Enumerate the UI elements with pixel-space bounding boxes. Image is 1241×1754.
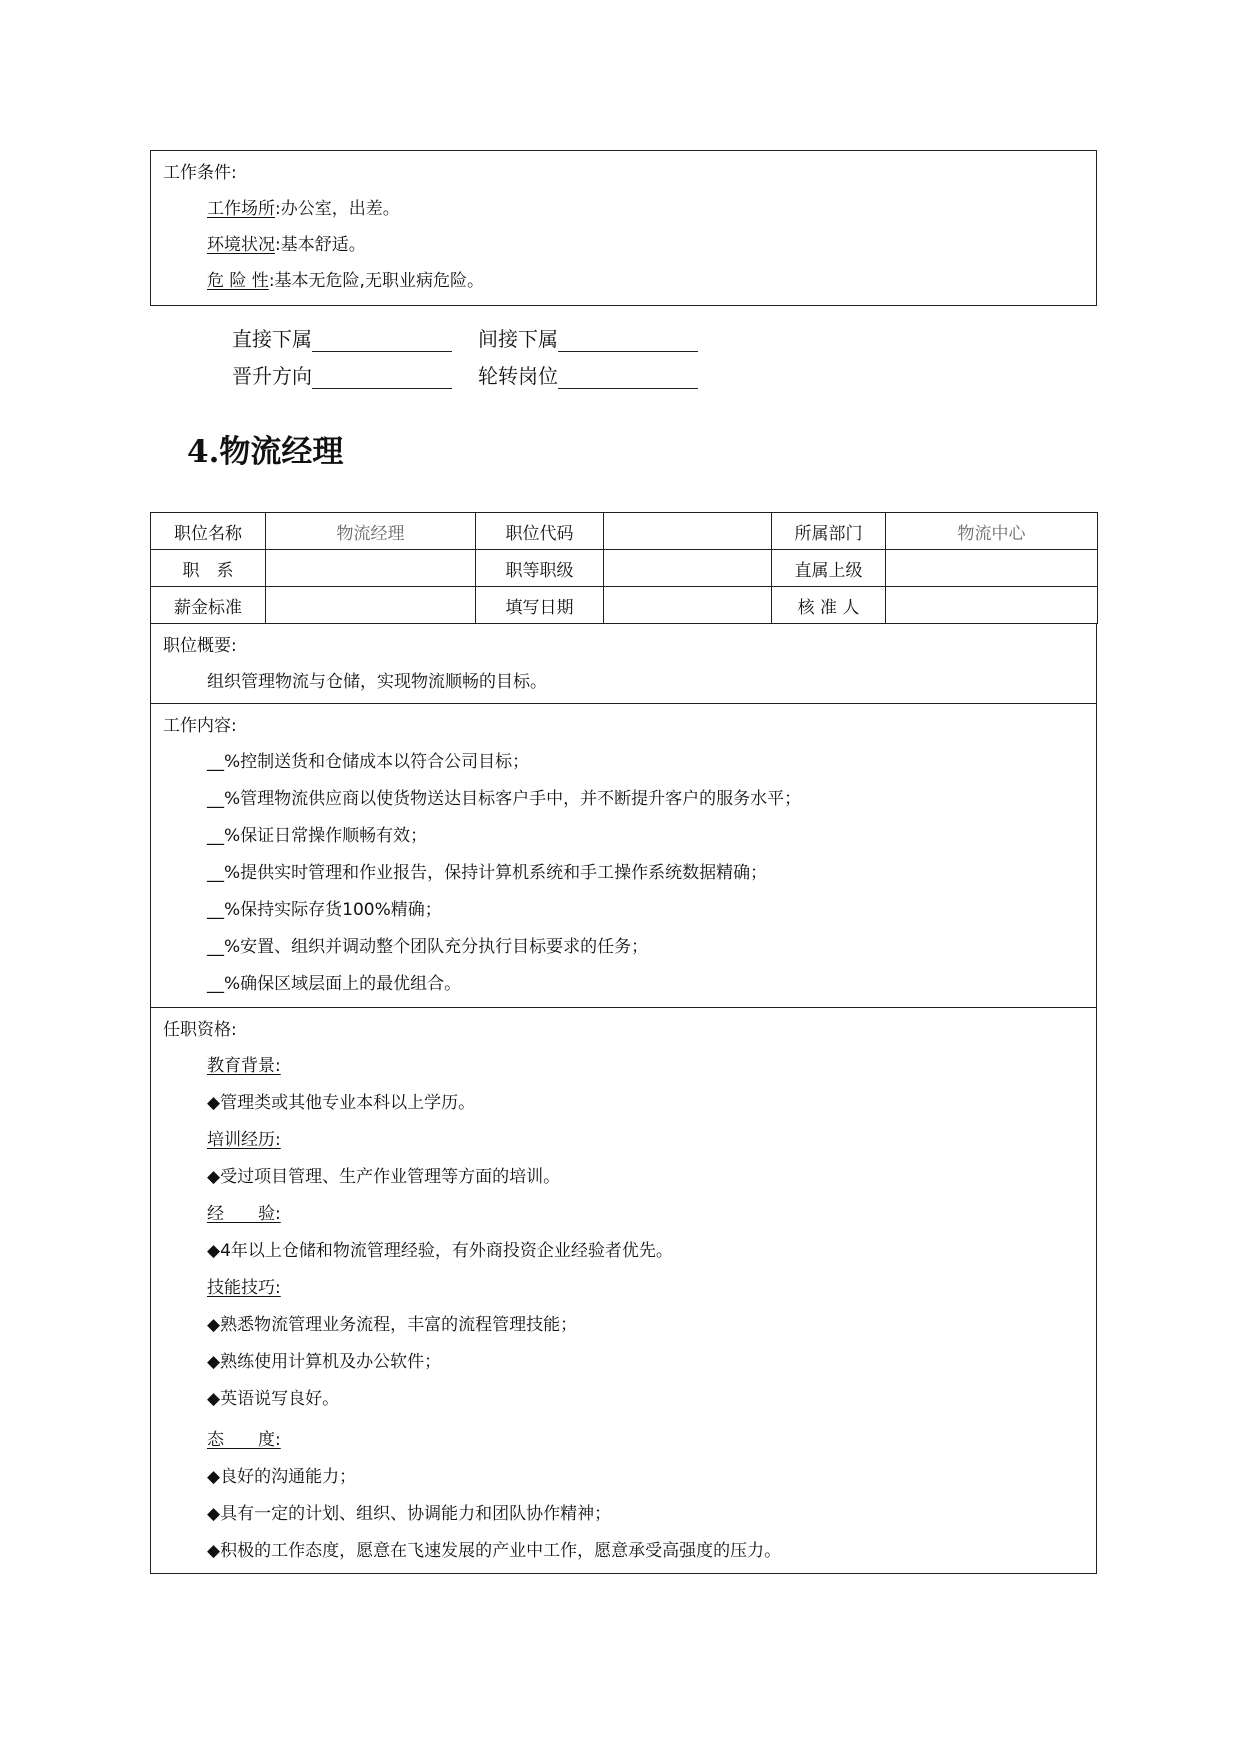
duty-item: __%确保区域层面上的最优组合。 — [207, 974, 462, 994]
promotion-label: 晋升方向 — [232, 364, 312, 388]
education-item: ◆管理类或其他专业本科以上学历。 — [207, 1093, 476, 1113]
risk-row — [207, 271, 484, 291]
work-location-row — [207, 199, 400, 219]
work-location-value: :办公室，出差。 — [275, 199, 400, 219]
education-label: 教育背景: — [207, 1056, 281, 1076]
experience-label: 经 验: — [207, 1204, 281, 1224]
approver-label: 核 准 人 — [772, 587, 886, 624]
environment-label: 环境状况 — [207, 235, 275, 255]
training-item: ◆受过项目管理、生产作业管理等方面的培训。 — [207, 1167, 561, 1187]
duties-section — [150, 704, 1097, 1008]
work-conditions-box — [150, 150, 1097, 306]
grade-value — [604, 550, 772, 587]
training-label: 培训经历: — [207, 1130, 281, 1150]
grade-label: 职等职级 — [476, 550, 604, 587]
duties-title: 工作内容: — [163, 716, 237, 736]
experience-item: ◆4年以上仓储和物流管理经验，有外商投资企业经验者优先。 — [207, 1241, 673, 1261]
rotation-label: 轮转岗位 — [478, 364, 558, 388]
promotion — [232, 360, 452, 389]
table-row — [151, 513, 1098, 550]
supervisor-value — [886, 550, 1098, 587]
attitude-item: ◆积极的工作态度，愿意在飞速发展的产业中工作，愿意承受高强度的压力。 — [207, 1541, 782, 1561]
work-location-label: 工作场所 — [207, 199, 275, 219]
qualifications-section — [150, 1008, 1097, 1574]
risk-label: 危 险 性 — [207, 271, 269, 291]
approver-value — [886, 587, 1098, 624]
promotion-blank — [312, 368, 452, 389]
direct-subordinate — [232, 323, 452, 352]
environment-value: :基本舒适。 — [275, 235, 366, 255]
job-family-value — [266, 550, 476, 587]
skills-label: 技能技巧: — [207, 1278, 281, 1298]
indirect-subordinate-blank — [558, 331, 698, 352]
table-row — [151, 550, 1098, 587]
attitude-item: ◆良好的沟通能力； — [207, 1467, 357, 1487]
fill-date-value — [604, 587, 772, 624]
summary-title: 职位概要: — [163, 636, 237, 656]
indirect-subordinate — [478, 323, 698, 352]
rotation — [478, 360, 698, 389]
position-code-label: 职位代码 — [476, 513, 604, 550]
summary-text: 组织管理物流与仓储，实现物流顺畅的目标。 — [207, 672, 547, 692]
position-name-value: 物流经理 — [266, 513, 476, 550]
department-label: 所属部门 — [772, 513, 886, 550]
position-name-label: 职位名称 — [151, 513, 266, 550]
qualifications-title: 任职资格: — [163, 1020, 237, 1040]
duty-item: __%保证日常操作顺畅有效； — [207, 826, 428, 846]
rotation-blank — [558, 368, 698, 389]
duty-item: __%提供实时管理和作业报告，保持计算机系统和手工操作系统数据精确； — [207, 863, 768, 883]
department-value: 物流中心 — [886, 513, 1098, 550]
duty-item: __%控制送货和仓储成本以符合公司目标； — [207, 752, 530, 772]
skill-item: ◆熟悉物流管理业务流程，丰富的流程管理技能； — [207, 1315, 578, 1335]
duty-item: __%安置、组织并调动整个团队充分执行目标要求的任务； — [207, 937, 649, 957]
summary-section — [150, 624, 1097, 704]
indirect-subordinate-label: 间接下属 — [478, 327, 558, 351]
skill-item: ◆英语说写良好。 — [207, 1389, 340, 1409]
attitude-item: ◆具有一定的计划、组织、协调能力和团队协作精神； — [207, 1504, 612, 1524]
salary-label: 薪金标准 — [151, 587, 266, 624]
duty-item: __%管理物流供应商以使货物送达目标客户手中，并不断提升客户的服务水平； — [207, 789, 802, 809]
direct-subordinate-label: 直接下属 — [232, 327, 312, 351]
duty-item: __%保持实际存货100%精确； — [207, 900, 442, 920]
section-heading: 4.物流经理 — [187, 434, 344, 470]
risk-value: :基本无危险,无职业病危险。 — [268, 271, 484, 291]
job-family-label: 职 系 — [151, 550, 266, 587]
work-conditions-title: 工作条件: — [163, 163, 237, 183]
fill-date-label: 填写日期 — [476, 587, 604, 624]
table-row — [151, 587, 1098, 624]
salary-value — [266, 587, 476, 624]
direct-subordinate-blank — [312, 331, 452, 352]
environment-row — [207, 235, 366, 255]
position-code-value — [604, 513, 772, 550]
attitude-label: 态 度: — [207, 1430, 281, 1450]
position-info-table — [150, 512, 1098, 624]
supervisor-label: 直属上级 — [772, 550, 886, 587]
skill-item: ◆熟练使用计算机及办公软件； — [207, 1352, 442, 1372]
